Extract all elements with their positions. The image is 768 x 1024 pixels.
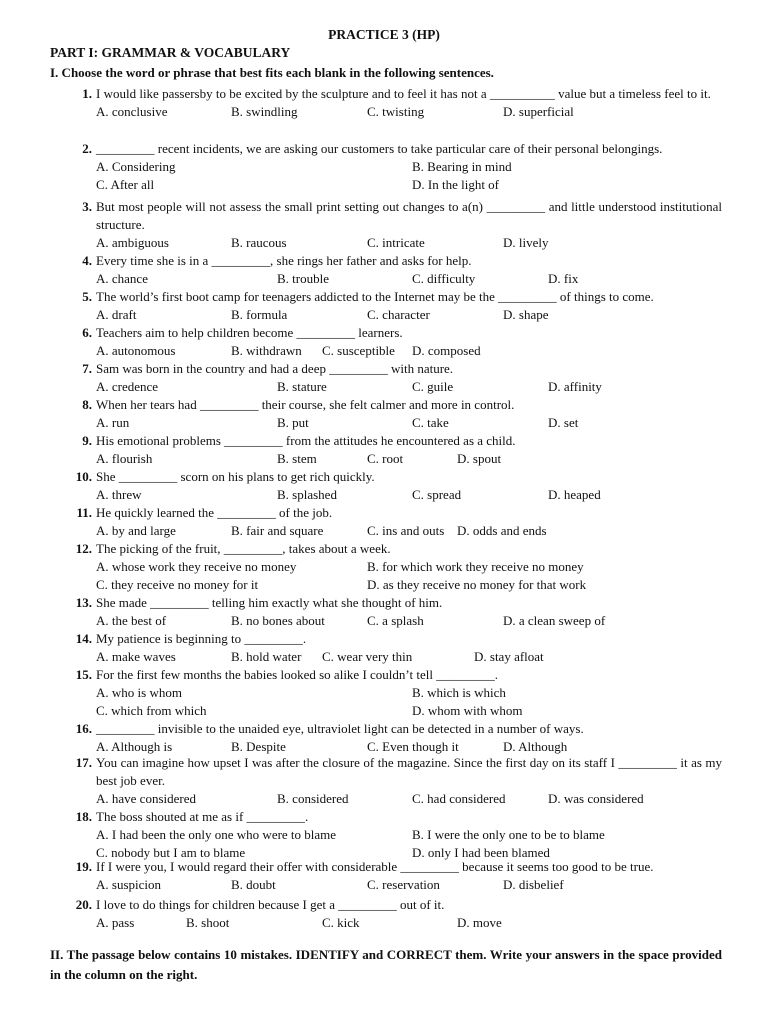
question-5 [50, 288, 722, 324]
question-9 [50, 432, 722, 468]
option-row [96, 612, 722, 630]
option-a[interactable]: A. autonomous [96, 343, 176, 358]
question-number: 17. [75, 755, 92, 770]
option-c[interactable]: C. wear very thin [322, 649, 413, 664]
option-b[interactable]: B. which is which [412, 685, 506, 700]
option-a[interactable]: A. have considered [96, 791, 196, 806]
question-7 [50, 360, 722, 396]
option-row [96, 486, 722, 504]
option-c[interactable]: C. nobody but I am to blame [96, 845, 246, 860]
option-a[interactable]: A. Considering [96, 159, 176, 174]
option-c[interactable]: C. had considered [412, 791, 506, 806]
option-a[interactable]: A. I had been the only one who were to blame [96, 827, 337, 842]
question-17 [50, 754, 722, 808]
question-number: 10. [75, 469, 92, 484]
option-row [96, 103, 722, 121]
option-a[interactable]: A. ambiguous [96, 235, 169, 250]
option-row [96, 790, 722, 808]
question-stem: Teachers aim to help children become _________ learners. [96, 325, 403, 340]
option-a[interactable]: A. chance [96, 271, 148, 286]
question-8 [50, 396, 722, 432]
question-number: 11. [76, 505, 92, 520]
question-18 [50, 808, 722, 862]
question-number: 19. [75, 859, 92, 874]
question-stem: If I were you, I would regard their offer with considerable _________ because it seems too good to be true. [96, 859, 654, 874]
question-number: 20. [75, 897, 92, 912]
option-b[interactable]: B. I were the only one to be to blame [412, 827, 605, 842]
option-c[interactable]: C. ins and outs [367, 523, 445, 538]
option-row [96, 826, 722, 844]
option-d[interactable]: D. composed [412, 343, 481, 358]
option-row [96, 414, 722, 432]
option-d[interactable]: D. Although [503, 739, 568, 754]
page-title: PRACTICE 3 (HP) [328, 27, 440, 42]
option-b[interactable]: B. swindling [231, 104, 298, 119]
question-stem: When her tears had _________ their course, she felt calmer and more in control. [96, 397, 515, 412]
option-row [96, 684, 722, 702]
question-2 [50, 140, 722, 194]
question-stem: The world’s first boot camp for teenagers addicted to the Internet may be the _________ of things to come. [96, 289, 654, 304]
part-heading: PART I: GRAMMAR & VOCABULARY [50, 45, 291, 60]
option-d[interactable]: D. heaped [548, 487, 601, 502]
option-row [96, 558, 722, 576]
option-d[interactable]: D. as they receive no money for that work [367, 577, 587, 592]
option-b[interactable]: B. put [277, 415, 309, 430]
option-c[interactable]: C. kick [322, 915, 360, 930]
option-d[interactable]: D. shape [503, 307, 549, 322]
question-stem: But most people will not assess the small print setting out changes to a(n) _________ and little understood institutional structure. [96, 199, 722, 232]
option-c[interactable]: C. which from which [96, 703, 207, 718]
option-c[interactable]: C. a splash [367, 613, 424, 628]
option-a[interactable]: A. draft [96, 307, 137, 322]
option-d[interactable]: D. whom with whom [412, 703, 523, 718]
option-a[interactable]: A. the best of [96, 613, 167, 628]
option-a[interactable]: A. threw [96, 487, 142, 502]
question-13 [50, 594, 722, 630]
option-d[interactable]: D. spout [457, 451, 502, 466]
option-d[interactable]: D. superficial [503, 104, 574, 119]
section-i-instruction: I. Choose the word or phrase that best fits each blank in the following sentences. [50, 65, 494, 80]
option-row [96, 648, 722, 666]
option-a[interactable]: A. Although is [96, 739, 173, 754]
option-d[interactable]: D. fix [548, 271, 579, 286]
question-stem: _________ invisible to the unaided eye, ultraviolet light can be detected in a number of ways. [96, 721, 584, 736]
question-14 [50, 630, 722, 666]
option-b[interactable]: B. Despite [231, 739, 286, 754]
question-number: 1. [82, 86, 92, 101]
question-number: 5. [82, 289, 92, 304]
option-b[interactable]: B. trouble [277, 271, 329, 286]
question-stem: You can imagine how upset I was after the closure of the magazine. Since the first day on its staff I _________ it as my best job ever. [96, 755, 722, 788]
question-number: 13. [75, 595, 92, 610]
question-number: 3. [82, 199, 92, 214]
option-c[interactable]: C. intricate [367, 235, 425, 250]
question-number: 2. [82, 141, 92, 156]
option-a[interactable]: A. pass [96, 915, 135, 930]
option-c[interactable]: C. guile [412, 379, 454, 394]
question-20 [50, 896, 722, 932]
option-b[interactable]: B. formula [231, 307, 288, 322]
option-b[interactable]: B. hold water [231, 649, 302, 664]
question-6 [50, 324, 722, 360]
question-stem: My patience is beginning to _________. [96, 631, 307, 646]
question-stem: She _________ scorn on his plans to get rich quickly. [96, 469, 375, 484]
question-stem: _________ recent incidents, we are asking our customers to take particular care of their personal belongings. [96, 141, 663, 156]
option-row [96, 522, 722, 540]
option-row [96, 306, 722, 324]
option-b[interactable]: B. withdrawn [231, 343, 302, 358]
question-stem: Every time she is in a _________, she rings her father and asks for help. [96, 253, 472, 268]
option-d[interactable]: D. was considered [548, 791, 644, 806]
option-b[interactable]: B. for which work they receive no money [367, 559, 584, 574]
question-stem: She made _________ telling him exactly what she thought of him. [96, 595, 443, 610]
option-a[interactable]: A. who is whom [96, 685, 182, 700]
option-d[interactable]: D. In the light of [412, 177, 500, 192]
question-3 [50, 198, 722, 252]
option-row [96, 176, 722, 194]
option-row [96, 342, 722, 360]
option-a[interactable]: A. conclusive [96, 104, 168, 119]
option-a[interactable]: A. whose work they receive no money [96, 559, 297, 574]
option-c[interactable]: C. twisting [367, 104, 425, 119]
option-c[interactable]: C. character [367, 307, 430, 322]
option-a[interactable]: A. flourish [96, 451, 153, 466]
question-4 [50, 252, 722, 288]
option-c[interactable]: C. susceptible [322, 343, 395, 358]
option-a[interactable]: A. suspicion [96, 877, 161, 892]
option-d[interactable]: D. affinity [548, 379, 602, 394]
question-number: 15. [75, 667, 92, 682]
option-b[interactable]: B. shoot [186, 915, 230, 930]
option-b[interactable]: B. no bones about [231, 613, 325, 628]
option-row [96, 450, 722, 468]
question-number: 4. [82, 253, 92, 268]
question-stem: He quickly learned the _________ of the job. [96, 505, 333, 520]
option-c[interactable]: C. root [367, 451, 404, 466]
question-number: 12. [75, 541, 92, 556]
option-d[interactable]: D. set [548, 415, 579, 430]
question-stem: For the first few months the babies looked so alike I couldn’t tell _________. [96, 667, 498, 682]
option-row [96, 158, 722, 176]
option-c[interactable]: C. difficulty [412, 271, 476, 286]
question-stem: I love to do things for children because I get a _________ out of it. [96, 897, 445, 912]
option-row [96, 576, 722, 594]
option-c[interactable]: C. reservation [367, 877, 440, 892]
section-ii-instruction: II. The passage below contains 10 mistakes. IDENTIFY and CORRECT them. Write your answers in the space provided in the column on the right. [50, 947, 722, 982]
question-number: 6. [82, 325, 92, 340]
option-a[interactable]: A. run [96, 415, 130, 430]
option-b[interactable]: B. considered [277, 791, 349, 806]
option-d[interactable]: D. disbelief [503, 877, 564, 892]
option-d[interactable]: D. odds and ends [457, 523, 547, 538]
question-10 [50, 468, 722, 504]
question-number: 18. [75, 809, 92, 824]
question-19 [50, 858, 722, 894]
option-c[interactable]: C. After all [96, 177, 155, 192]
option-c[interactable]: C. they receive no money for it [96, 577, 259, 592]
question-stem: Sam was born in the country and had a deep _________ with nature. [96, 361, 454, 376]
option-a[interactable]: A. credence [96, 379, 159, 394]
option-d[interactable]: D. only I had been blamed [412, 845, 550, 860]
option-a[interactable]: A. by and large [96, 523, 176, 538]
option-c[interactable]: C. Even though it [367, 739, 459, 754]
question-number: 8. [82, 397, 92, 412]
question-stem: The boss shouted at me as if _________. [96, 809, 309, 824]
option-c[interactable]: C. take [412, 415, 449, 430]
option-b[interactable]: B. splashed [277, 487, 337, 502]
question-stem: I would like passersby to be excited by the sculpture and to feel it has not a __________ value but a timeless feel to it. [96, 86, 711, 101]
option-row [96, 378, 722, 396]
question-1 [50, 85, 722, 121]
option-b[interactable]: B. Bearing in mind [412, 159, 512, 174]
option-d[interactable]: D. stay afloat [474, 649, 544, 664]
option-d[interactable]: D. lively [503, 235, 549, 250]
question-number: 16. [75, 721, 92, 736]
option-b[interactable]: B. raucous [231, 235, 287, 250]
question-number: 9. [82, 433, 92, 448]
option-row [96, 702, 722, 720]
option-b[interactable]: B. stem [277, 451, 317, 466]
question-stem: His emotional problems _________ from the attitudes he encountered as a child. [96, 433, 516, 448]
option-d[interactable]: D. a clean sweep of [503, 613, 606, 628]
question-12 [50, 540, 722, 594]
option-d[interactable]: D. move [457, 915, 502, 930]
option-row [96, 876, 722, 894]
question-16 [50, 720, 722, 756]
option-b[interactable]: B. stature [277, 379, 327, 394]
option-row [96, 270, 722, 288]
option-row [96, 234, 722, 252]
question-stem: The picking of the fruit, _________, takes about a week. [96, 541, 391, 556]
option-c[interactable]: C. spread [412, 487, 462, 502]
option-b[interactable]: B. doubt [231, 877, 276, 892]
question-number: 14. [75, 631, 92, 646]
question-11 [50, 504, 722, 540]
question-15 [50, 666, 722, 720]
option-row [96, 914, 722, 932]
option-a[interactable]: A. make waves [96, 649, 176, 664]
option-b[interactable]: B. fair and square [231, 523, 324, 538]
question-number: 7. [82, 361, 92, 376]
